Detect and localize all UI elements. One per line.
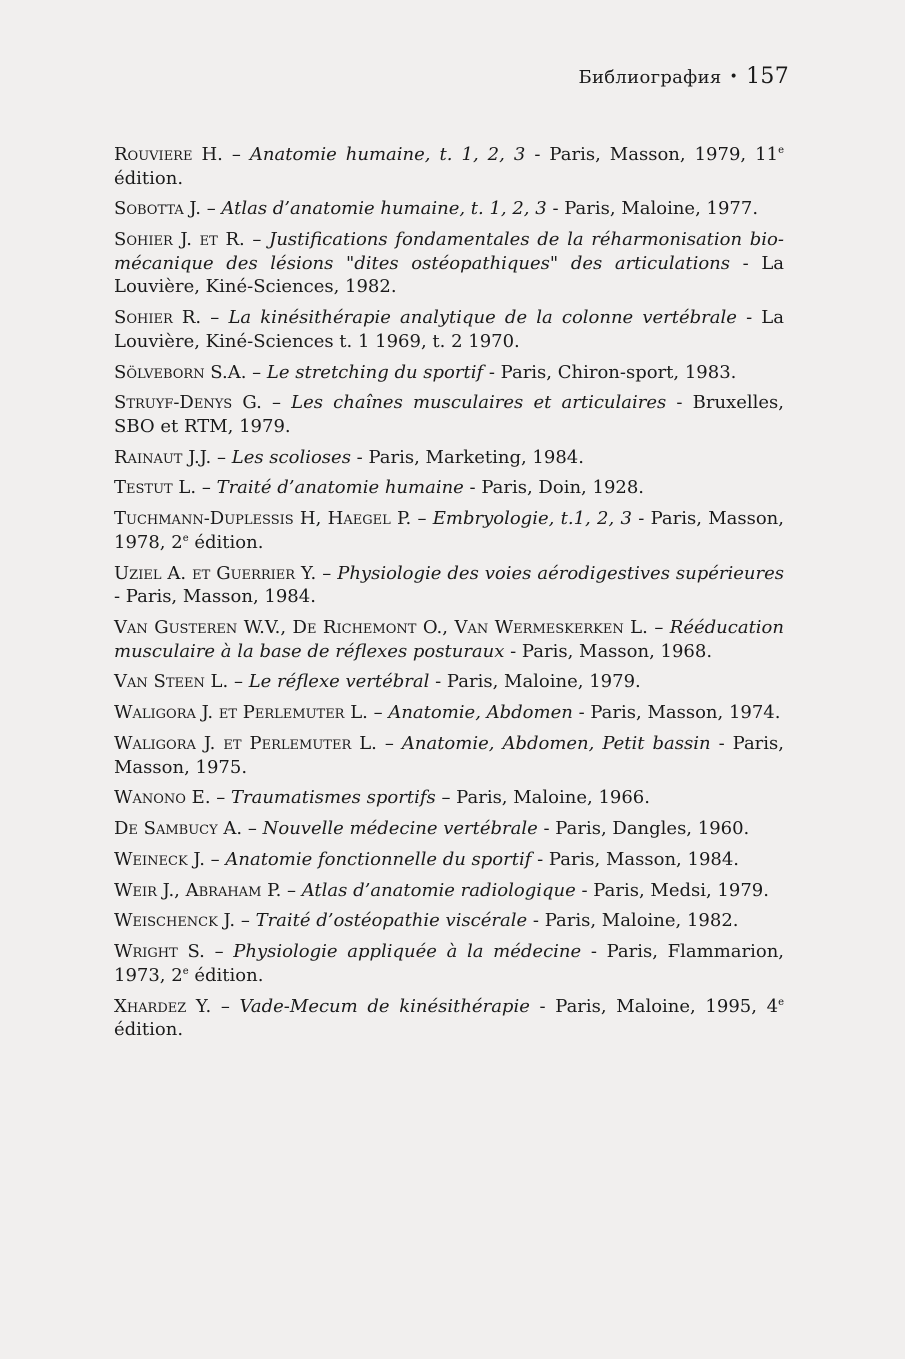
entry-superscript: e [182,965,189,977]
entry-separator: – [281,879,302,901]
entry-publication: – Paris, Maloine, 1966. [435,787,650,809]
entry-tail: édition. [188,964,264,986]
bibliography-entry [114,909,784,933]
entry-title: Rééducation musculaire à la base de réflexes posturaux [114,616,784,662]
bibliography-entry [114,616,784,663]
entry-title: Anatomie humaine, t. 1, 2, 3 [249,144,526,165]
bibliography-entry [114,143,784,190]
entry-publication: - Paris, Marketing, 1984. [350,446,584,468]
entry-author: Sohier J. et R. [114,229,245,251]
bibliography-entry [114,940,784,987]
entry-separator: – [376,732,402,754]
entry-separator: – [222,144,250,165]
entry-publication: - La Louvière, Kiné-Sciences, 1982. [114,252,784,298]
entry-title: Le stretching du sportif [266,361,484,383]
entry-superscript: e [182,532,189,544]
entry-title: Embryologie, t.1, 2, 3 [432,508,632,530]
entry-title: Traité d’anatomie humaine [216,477,464,499]
entry-separator: – [228,671,249,693]
entry-publication: - La Louvière, Kiné-Sciences t. 1 1969, t. 2 1970. [114,307,784,352]
bibliography-entry [114,670,784,694]
bibliography-entry [114,228,784,299]
entry-title: Anatomie, Abdomen [388,702,573,724]
entry-title: Anatomie fonctionnelle du sportif [225,848,532,870]
entry-author: Uziel A. et Guerrier Y. [114,562,317,584]
entry-separator: – [261,392,292,414]
entry-title: Le réflexe vertébral [248,671,430,693]
entry-title: Les scolioses [231,446,351,468]
entry-tail: édition. [114,167,184,189]
entry-title: Nouvelle médecine vertébrale [262,818,538,840]
entry-author: Testut L. [114,477,197,499]
entry-separator: – [200,198,222,220]
entry-title: Traité d’ostéopathie viscérale [255,910,528,932]
bibliography-entry [114,361,784,385]
entry-publication: - Paris, Masson, 1974. [572,702,781,724]
section-title: Библиография [578,67,722,88]
entry-superscript: e [778,145,784,156]
entry-title: Les chaînes musculaires et articulaires [291,392,667,414]
bibliography-entry [114,817,784,841]
entry-title: La kinésithérapie analytique de la colonne vertébrale [228,307,737,329]
entry-author: Rainaut J.J. [114,446,212,468]
entry-title: Atlas d’anatomie radiologique [301,879,576,901]
bibliography-entry [114,879,784,903]
entry-separator: – [411,508,433,530]
entry-separator: – [211,446,232,468]
entry-separator: – [367,702,389,724]
entry-author: Weir J., Abraham P. [114,879,282,901]
bibliography-entry [114,197,784,221]
entry-author: Waligora J. et Perlemuter L. [114,732,377,754]
entry-title: Physiologie des voies aérodigestives supérieures [337,562,784,584]
entry-author: Tuchmann-Duplessis H, Haegel P. [114,508,412,530]
bibliography-entry [114,446,784,470]
entry-separator: – [244,229,270,251]
entry-separator: – [201,307,229,329]
bibliography-entry [114,701,784,725]
entry-author: Waligora J. et Perlemuter L. [114,702,368,724]
entry-publication: - Paris, Masson, 1978, 2 [114,508,784,553]
entry-publication: - Paris, Masson, 1975. [114,732,784,778]
entry-title: Traumatismes sportifs [231,787,436,809]
entry-publication: - Paris, Masson, 1984. [531,848,740,870]
bibliography-entry [114,995,784,1042]
entry-separator: – [235,910,256,932]
header-separator: • [729,69,739,85]
entry-title: Justifications fondamentales de la réharmonisation bio-mécanique des lésions "dites ostéopathiques" des articulations [114,229,784,274]
running-header [578,64,789,89]
entry-author: Weischenck J. [114,910,236,932]
entry-author: Sohier R. [114,307,202,329]
entry-author: De Sambucy A. [114,818,243,840]
entry-publication: - Bruxelles, SBO et RTM, 1979. [114,392,784,437]
entry-author: Weineck J. [114,848,205,870]
bibliography-entry [114,306,784,353]
bibliography-list [114,143,784,1049]
entry-author: Van Steen L. [114,671,229,693]
entry-publication: - Paris, Maloine, 1979. [429,671,641,693]
entry-author: Sölveborn S.A. [114,361,247,383]
entry-publication: - Paris, Masson, 1984. [114,586,316,608]
entry-author: Xhardez Y. [114,995,212,1017]
entry-publication: - Paris, Maloine, 1995, 4 [529,995,779,1017]
entry-publication: - Paris, Maloine, 1977. [546,198,759,220]
entry-publication: - Paris, Dangles, 1960. [537,818,750,840]
entry-publication: - Paris, Doin, 1928. [463,477,645,499]
entry-author: Wanono E. [114,787,211,809]
entry-tail: édition. [114,1019,184,1041]
entry-superscript: e [778,996,784,1008]
entry-separator: – [204,848,226,870]
bibliography-entry [114,848,784,872]
entry-publication: - Paris, Masson, 1979, 11 [525,144,779,165]
entry-separator: – [204,941,234,963]
entry-publication: - Paris, Chiron-sport, 1983. [483,361,737,383]
entry-title: Atlas d’anatomie humaine, t. 1, 2, 3 [221,198,547,220]
bibliography-entry [114,786,784,810]
bibliography-entry [114,562,784,609]
entry-title: Vade-Mecum de kinésithérapie [239,995,530,1017]
entry-title: Physiologie appliquée à la médecine [233,941,582,963]
entry-separator: – [196,477,217,499]
entry-publication: - Paris, Masson, 1968. [504,640,713,662]
page-number: 157 [746,64,789,89]
entry-author: Struyf-Denys G. [114,392,262,414]
entry-title: Anatomie, Abdomen, Petit bassin [401,732,711,754]
bibliography-entry [114,391,784,438]
entry-author: Rouviere H. [114,144,223,165]
bibliography-entry [114,476,784,500]
entry-separator: – [242,818,263,840]
entry-publication: - Paris, Medsi, 1979. [575,879,769,901]
entry-author: Sobotta J. [114,198,201,220]
entry-separator: – [246,361,267,383]
entry-separator: – [211,995,240,1017]
entry-tail: édition. [188,531,264,553]
entry-author: Wright S. [114,941,205,963]
bibliography-entry [114,507,784,554]
bibliography-entry [114,732,784,779]
entry-publication: - Paris, Maloine, 1982. [527,910,739,932]
entry-author: Van Gusteren W.V., De Richemont O., Van Wermeskerken L. [114,616,648,638]
entry-separator: – [210,787,231,809]
entry-separator: – [316,562,338,584]
entry-publication: - Paris, Flammarion, 1973, 2 [114,941,785,986]
entry-separator: – [647,616,670,638]
